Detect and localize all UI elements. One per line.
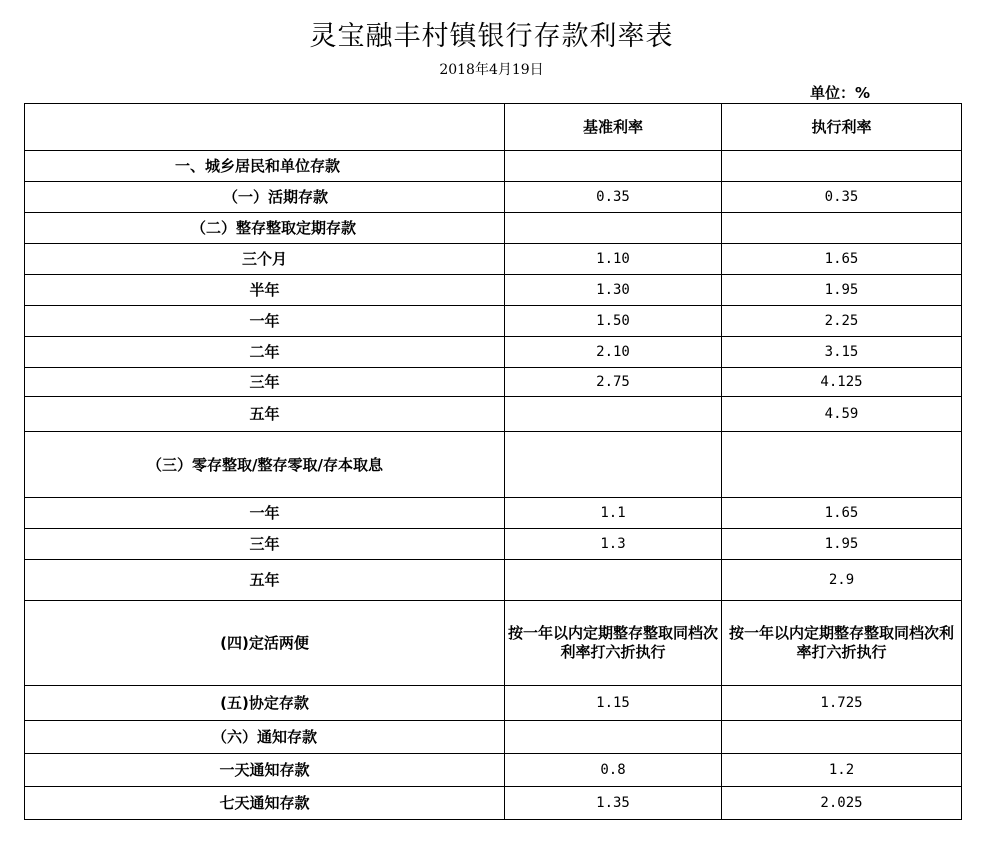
base-rate-cell: 1.1 xyxy=(505,498,722,529)
exec-rate-cell: 1.65 xyxy=(722,498,962,529)
base-rate-cell: 1.30 xyxy=(505,275,722,306)
table-row xyxy=(25,244,962,275)
exec-rate-cell: 1.65 xyxy=(722,244,962,275)
date-label: 2018年4月19日 xyxy=(439,62,544,78)
header-cell-item xyxy=(25,104,505,151)
row-label: （六）通知存款 xyxy=(25,721,505,754)
row-label: (四)定活两便 xyxy=(25,601,505,686)
table-row xyxy=(25,721,962,754)
row-label: 一年 xyxy=(25,498,505,529)
base-rate-cell: 1.10 xyxy=(505,244,722,275)
exec-rate-cell xyxy=(722,432,962,498)
row-label: （一）活期存款 xyxy=(25,182,505,213)
exec-rate-cell: 2.9 xyxy=(722,560,962,601)
exec-rate-cell: 1.725 xyxy=(722,686,962,721)
exec-rate-cell: 3.15 xyxy=(722,337,962,368)
base-rate-cell: 1.3 xyxy=(505,529,722,560)
table-row xyxy=(25,275,962,306)
exec-rate-cell: 2.025 xyxy=(722,787,962,820)
base-rate-cell: 2.10 xyxy=(505,337,722,368)
row-label: 三个月 xyxy=(25,244,505,275)
table-row xyxy=(25,397,962,432)
table-row xyxy=(25,182,962,213)
base-rate-cell xyxy=(505,721,722,754)
table-row xyxy=(25,151,962,182)
row-label: 五年 xyxy=(25,397,505,432)
base-rate-cell xyxy=(505,213,722,244)
interest-rate-table xyxy=(24,103,962,820)
table-row xyxy=(25,432,962,498)
exec-rate-cell: 4.125 xyxy=(722,368,962,397)
base-rate-cell: 0.8 xyxy=(505,754,722,787)
table-row xyxy=(25,498,962,529)
table-row xyxy=(25,213,962,244)
row-label: 三年 xyxy=(25,529,505,560)
row-label: 七天通知存款 xyxy=(25,787,505,820)
base-rate-cell: 1.50 xyxy=(505,306,722,337)
page-title: 灵宝融丰村镇银行存款利率表 xyxy=(309,21,674,52)
table-row xyxy=(25,601,962,686)
row-label: 一年 xyxy=(25,306,505,337)
row-label: 半年 xyxy=(25,275,505,306)
table-row xyxy=(25,787,962,820)
row-label: 五年 xyxy=(25,560,505,601)
row-label: （二）整存整取定期存款 xyxy=(25,213,505,244)
exec-rate-note: 按一年以内定期整存整取同档次利率打六折执行 xyxy=(722,601,962,686)
row-label: （三）零存整取/整存零取/存本取息 xyxy=(25,432,505,498)
exec-rate-cell: 1.95 xyxy=(722,529,962,560)
header-cell-base-rate: 基准利率 xyxy=(505,104,722,151)
base-rate-cell: 1.35 xyxy=(505,787,722,820)
base-rate-cell: 2.75 xyxy=(505,368,722,397)
base-rate-cell xyxy=(505,432,722,498)
row-label: (五)协定存款 xyxy=(25,686,505,721)
base-rate-cell xyxy=(505,151,722,182)
exec-rate-cell: 1.95 xyxy=(722,275,962,306)
table-row xyxy=(25,754,962,787)
exec-rate-cell: 4.59 xyxy=(722,397,962,432)
base-rate-note: 按一年以内定期整存整取同档次利率打六折执行 xyxy=(505,601,722,686)
base-rate-cell: 1.15 xyxy=(505,686,722,721)
unit-label: 单位：% xyxy=(810,84,871,102)
table-row xyxy=(25,368,962,397)
table-row xyxy=(25,686,962,721)
table-row xyxy=(25,306,962,337)
table-header-row xyxy=(25,104,962,151)
base-rate-cell xyxy=(505,560,722,601)
table-row xyxy=(25,337,962,368)
table-row xyxy=(25,529,962,560)
exec-rate-cell: 2.25 xyxy=(722,306,962,337)
exec-rate-cell: 0.35 xyxy=(722,182,962,213)
base-rate-cell xyxy=(505,397,722,432)
header-cell-exec-rate: 执行利率 xyxy=(722,104,962,151)
row-label: 一天通知存款 xyxy=(25,754,505,787)
row-label: 一、城乡居民和单位存款 xyxy=(25,151,505,182)
table-row xyxy=(25,560,962,601)
base-rate-cell: 0.35 xyxy=(505,182,722,213)
exec-rate-cell xyxy=(722,151,962,182)
row-label: 二年 xyxy=(25,337,505,368)
row-label: 三年 xyxy=(25,368,505,397)
exec-rate-cell xyxy=(722,213,962,244)
exec-rate-cell xyxy=(722,721,962,754)
exec-rate-cell: 1.2 xyxy=(722,754,962,787)
